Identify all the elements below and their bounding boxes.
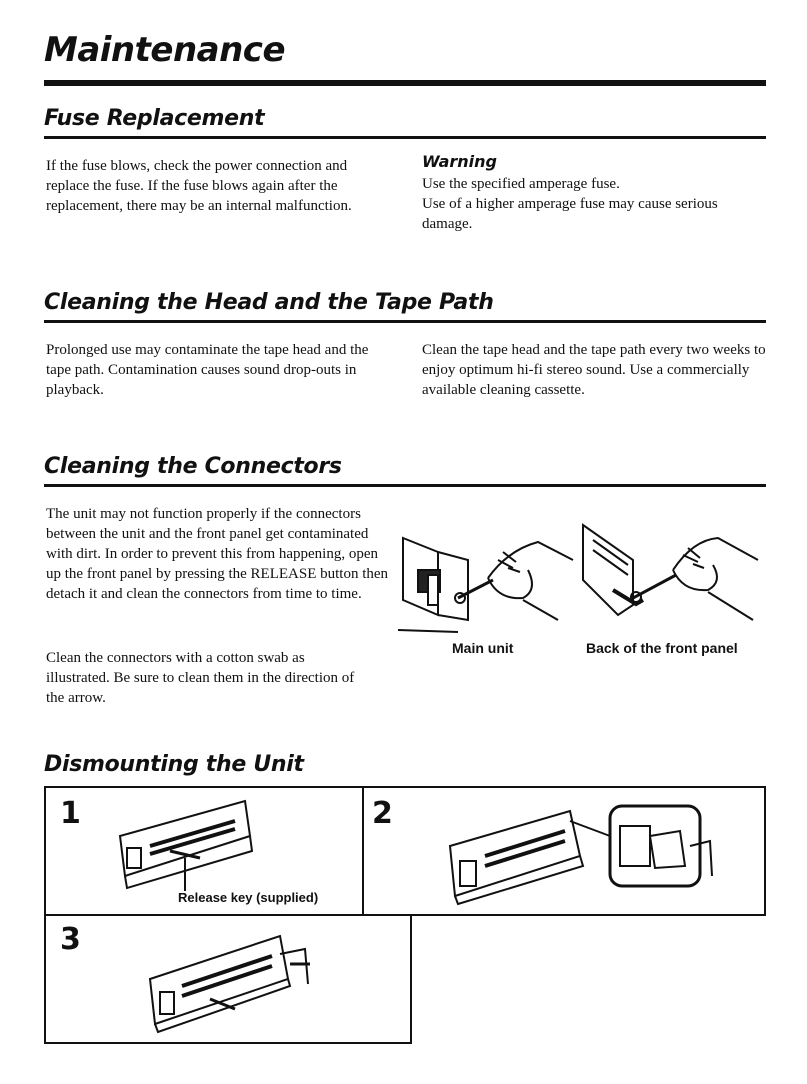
release-key-caption: Release key (supplied) xyxy=(178,890,319,905)
fuse-body: If the fuse blows, check the power connection and replace the fuse. If the fuse blows again after the replacement, there may be an internal malfunction. xyxy=(46,158,352,214)
front-panel-illustration xyxy=(578,520,768,640)
step-divider xyxy=(362,786,364,916)
connectors-heading: Cleaning the Connectors xyxy=(44,454,342,479)
warning-line: Use of a higher amperage fuse may cause serious damage. xyxy=(422,196,718,232)
step-number: 2 xyxy=(372,796,393,831)
warning-block xyxy=(422,152,752,234)
step-1-illustration xyxy=(115,796,265,896)
connectors-body-1: The unit may not function properly if the connectors between the unit and the front panel get contaminated with dirt. In order to prevent this from happening, open up the front panel by pressing the RELEASE button then detach it and clean the connectors from time to time. xyxy=(46,506,389,602)
dismount-heading: Dismounting the Unit xyxy=(44,752,304,777)
head-heading: Cleaning the Head and the Tape Path xyxy=(44,290,494,315)
step-2-illustration xyxy=(440,796,760,906)
main-unit-illustration xyxy=(398,520,588,640)
head-rule xyxy=(44,320,766,323)
caption-back-panel: Back of the front panel xyxy=(586,640,738,656)
fuse-heading: Fuse Replacement xyxy=(44,106,265,131)
step-3-illustration xyxy=(140,924,320,1034)
fuse-rule xyxy=(44,136,766,139)
connectors-rule xyxy=(44,484,766,487)
warning-line: Use the specified amperage fuse. xyxy=(422,176,620,192)
connectors-body-2: Clean the connectors with a cotton swab as illustrated. Be sure to clean them in the direction of the arrow. xyxy=(46,650,355,706)
caption-main-unit: Main unit xyxy=(452,640,514,656)
head-body-right: Clean the tape head and the tape path every two weeks to enjoy optimum hi-fi stereo sound. Use a commercially available cleaning cassette. xyxy=(422,342,766,398)
title-rule xyxy=(44,80,766,86)
step-number: 3 xyxy=(60,922,81,957)
step-number: 1 xyxy=(60,796,81,831)
warning-title: Warning xyxy=(422,152,497,171)
page-title: Maintenance xyxy=(44,30,286,70)
head-body-left: Prolonged use may contaminate the tape head and the tape path. Contamination causes sound drop-outs in playback. xyxy=(46,342,369,398)
